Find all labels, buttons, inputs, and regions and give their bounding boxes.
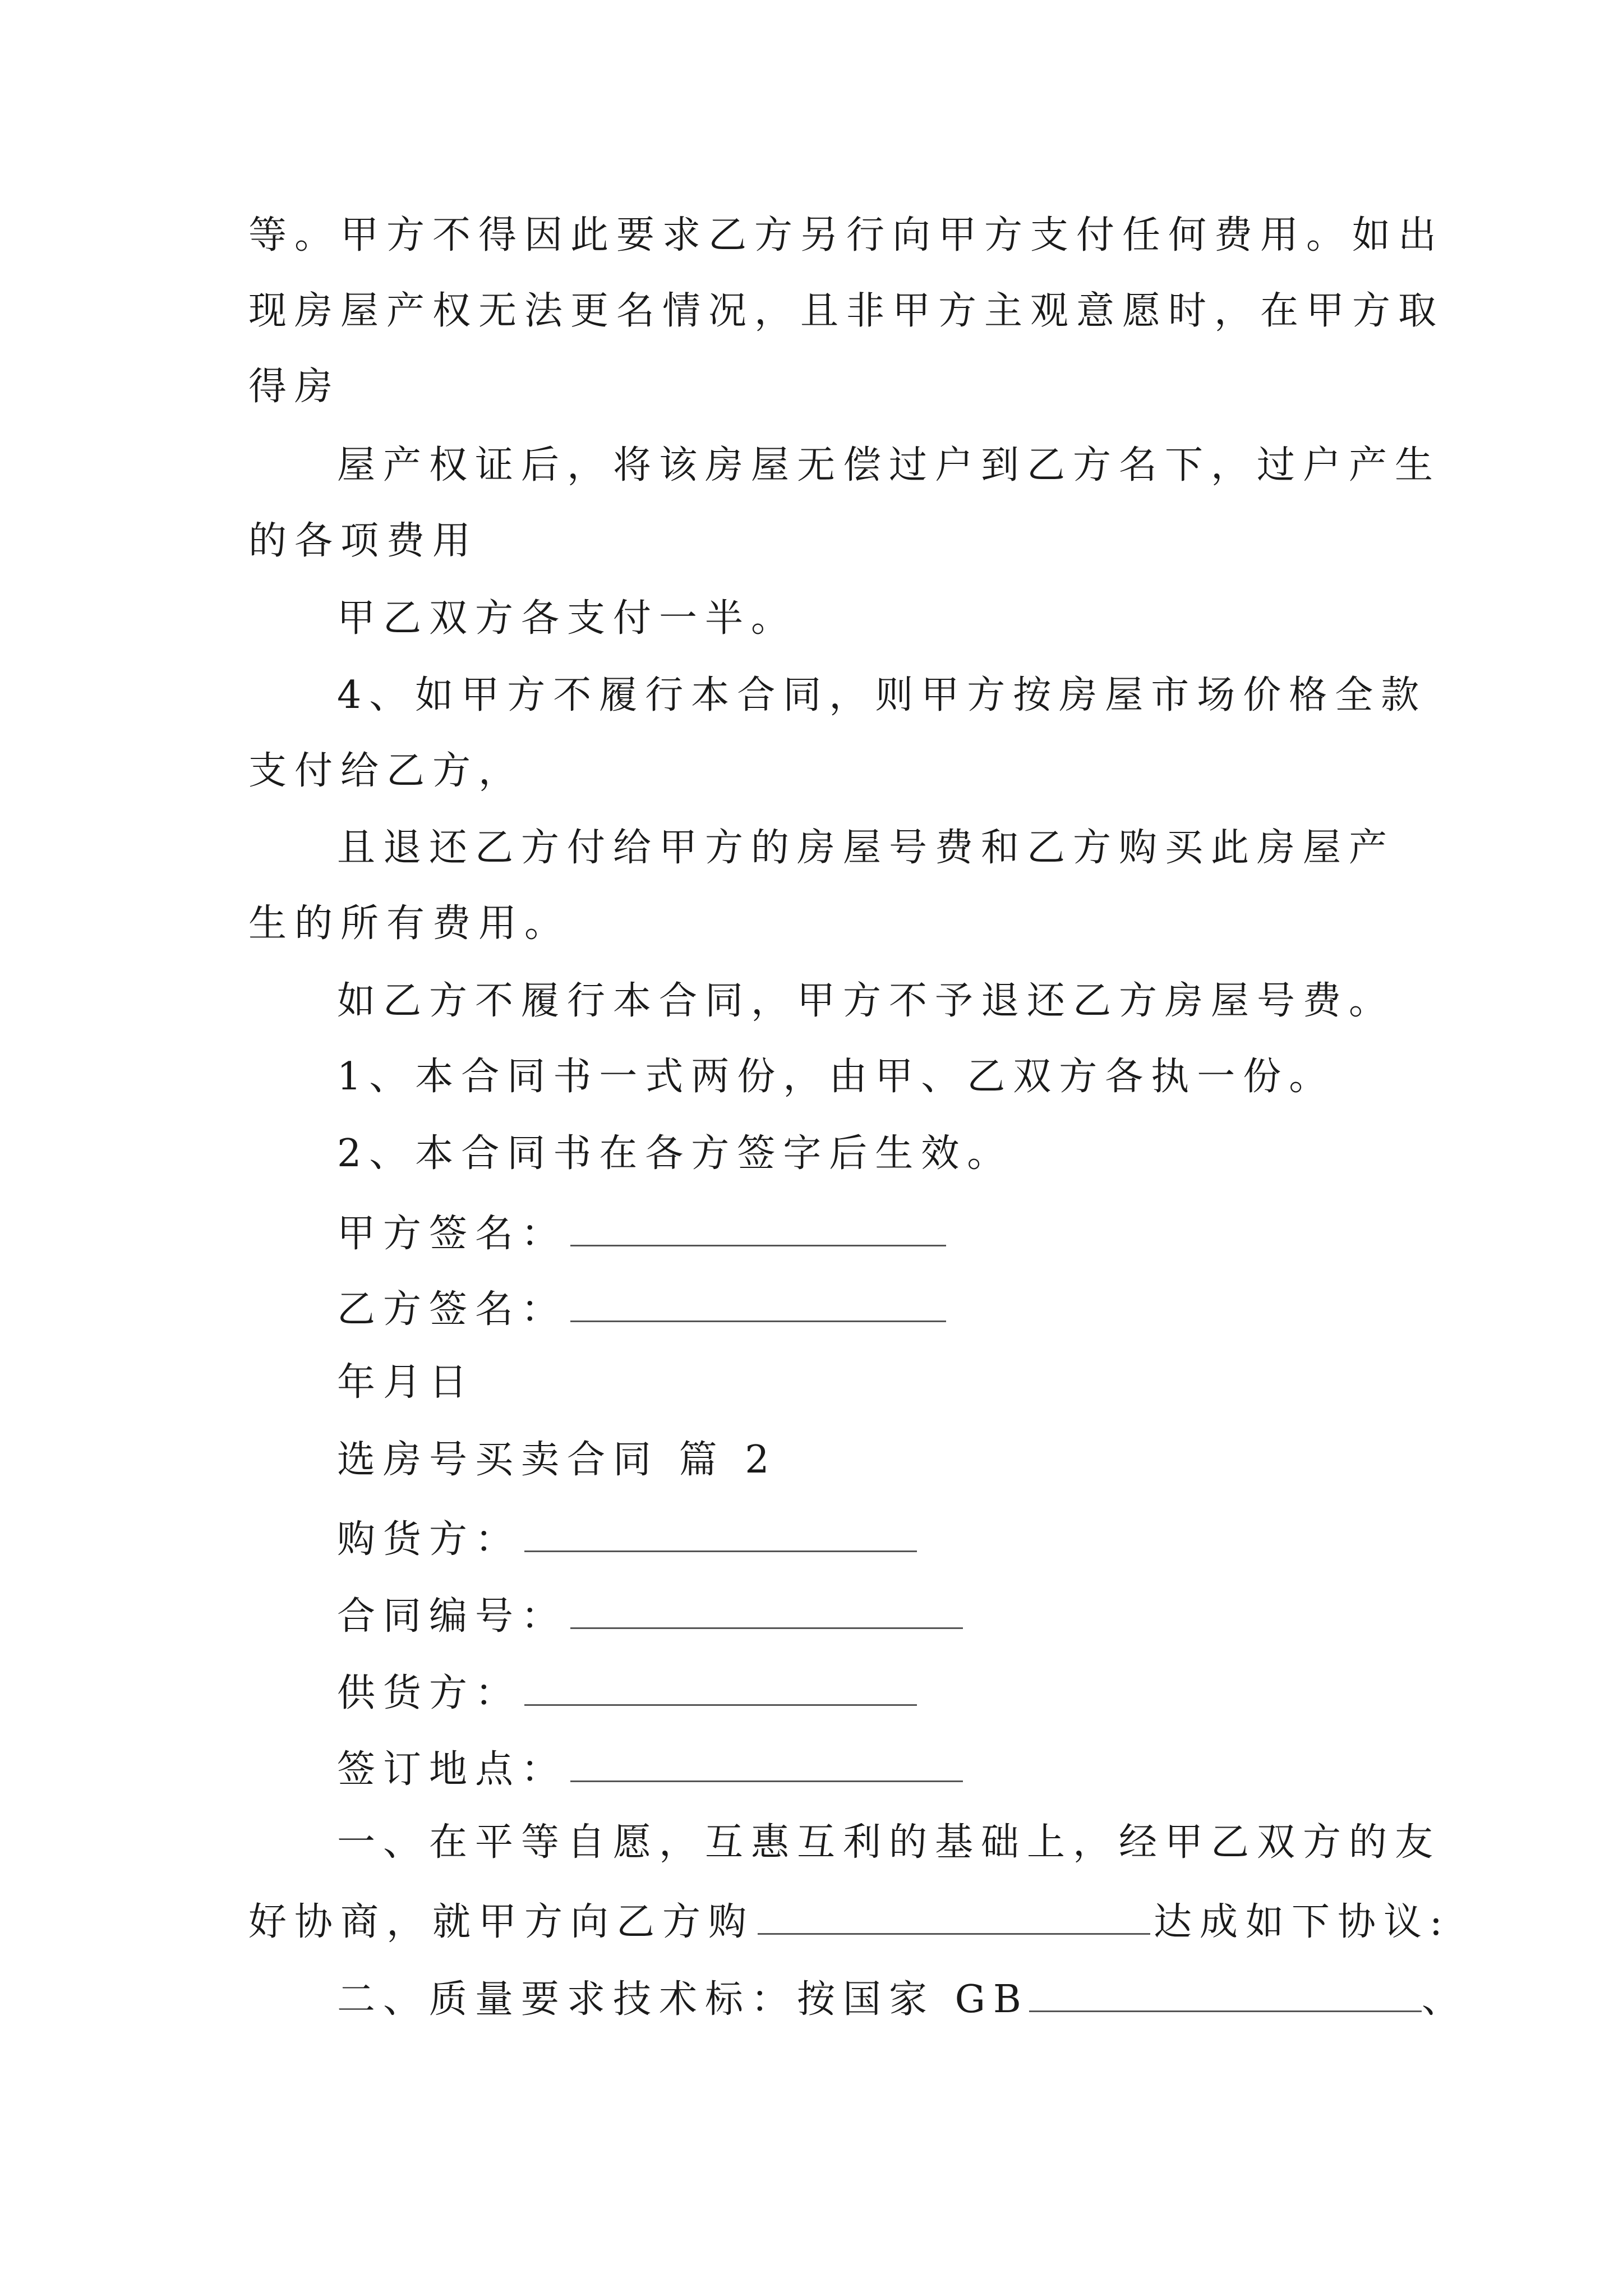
party-b-signature-row (337, 1283, 946, 1332)
party-b-signature-label: 乙方签名： (337, 1287, 568, 1332)
clause-1-suffix: 达成如下协议: (1154, 1900, 1450, 1944)
paragraph-line: 屋产权证后，将该房屋无偿过户到乙方名下，过户产生 (337, 443, 1441, 487)
gb-standard-field[interactable] (1029, 1973, 1422, 2012)
paragraph-line: 的各项费用 (248, 519, 479, 563)
sign-place-field[interactable] (570, 1743, 963, 1782)
sign-place-label: 签订地点： (337, 1747, 568, 1792)
clause-2-prefix: 二、质量要求技术标：按国家 GB (337, 1977, 1029, 2022)
paragraph-line: 4、如甲方不履行本合同，则甲方按房屋市场价格全款 (337, 673, 1427, 717)
sign-place-row (337, 1743, 963, 1792)
supplier-label: 供货方： (337, 1671, 522, 1715)
paragraph-line: 生的所有费用。 (248, 901, 571, 946)
party-a-signature-row (337, 1208, 946, 1257)
paragraph-line: 2、本合同书在各方签字后生效。 (337, 1131, 1013, 1176)
paragraph-line: 1、本合同书一式两份，由甲、乙双方各执一份。 (337, 1055, 1335, 1099)
section-title: 选房号买卖合同 篇 2 (337, 1438, 777, 1482)
paragraph-line: 得房 (248, 365, 341, 409)
clause-2-line (337, 1973, 1468, 2022)
clause-2-suffix: 、 (1421, 1977, 1468, 2022)
contract-number-field[interactable] (570, 1590, 963, 1629)
paragraph-line: 如乙方不履行本合同，甲方不予退还乙方房屋号费。 (337, 979, 1395, 1023)
clause-1-line: 一、在平等自愿，互惠互利的基础上，经甲乙双方的友 (337, 1820, 1441, 1865)
paragraph-line: 甲乙双方各支付一半。 (337, 596, 797, 641)
clause-1-prefix: 好协商，就甲方向乙方购 (248, 1900, 755, 1944)
supplier-row (337, 1667, 917, 1716)
goods-field[interactable] (758, 1896, 1150, 1935)
party-b-signature-field[interactable] (570, 1283, 946, 1322)
paragraph-line: 支付给乙方， (248, 749, 525, 793)
contract-number-row (337, 1590, 963, 1639)
paragraph-line: 且退还乙方付给甲方的房屋号费和乙方购买此房屋产 (337, 826, 1395, 870)
paragraph-line: 等。甲方不得因此要求乙方另行向甲方支付任何费用。如出 (248, 213, 1445, 257)
contract-number-label: 合同编号： (337, 1594, 568, 1639)
buyer-label: 购货方： (337, 1517, 522, 1562)
date-line: 年月日 (337, 1360, 476, 1405)
buyer-row (337, 1513, 917, 1562)
buyer-field[interactable] (524, 1513, 917, 1552)
clause-1-line-2 (248, 1896, 1450, 1945)
party-a-signature-field[interactable] (570, 1208, 946, 1246)
supplier-field[interactable] (524, 1667, 917, 1706)
paragraph-line: 现房屋产权无法更名情况，且非甲方主观意愿时，在甲方取 (248, 289, 1445, 333)
party-a-signature-label: 甲方签名： (337, 1212, 568, 1256)
